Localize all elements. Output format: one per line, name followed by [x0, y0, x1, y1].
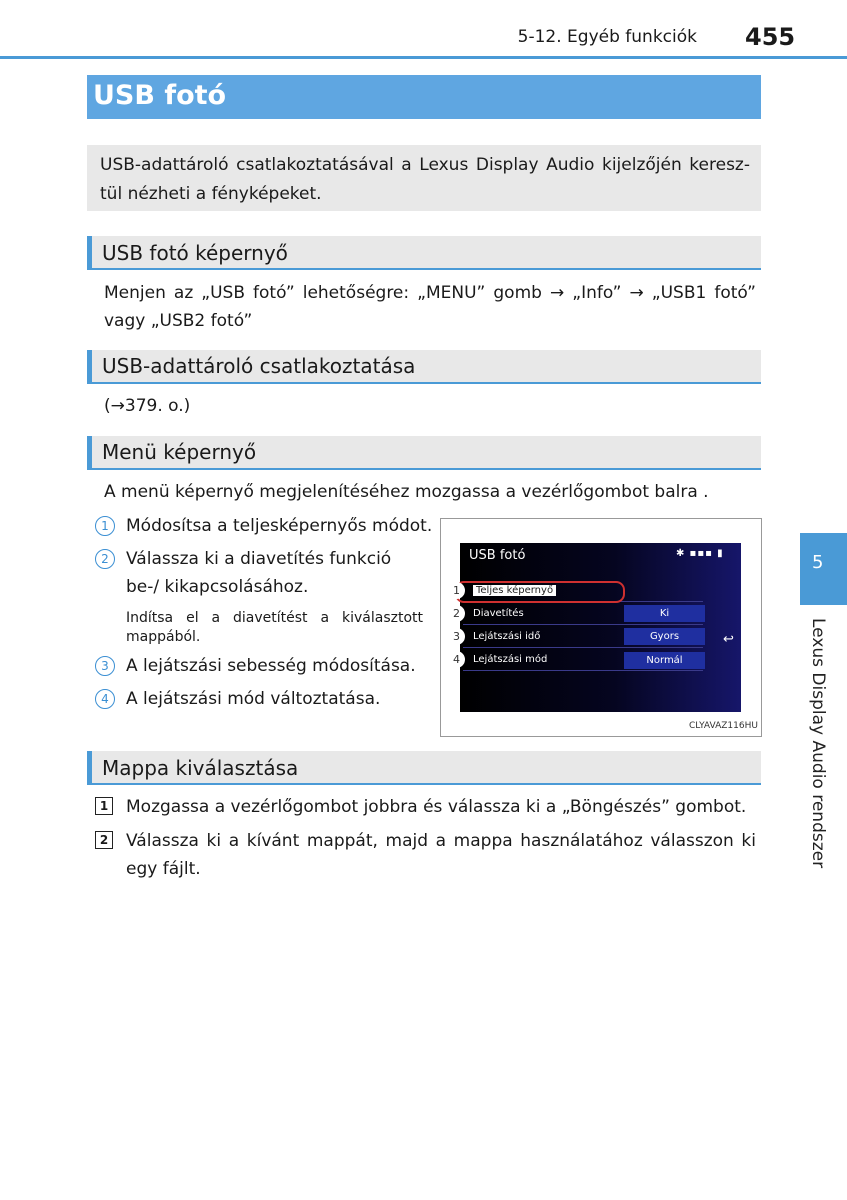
intro-text: USB-adattároló csatlakoztatásával a Lexus Display Audio kijelzőjén keresz-tül nézheti a fényképeket. [100, 155, 750, 204]
image-code: CLYAVAZ116HU [689, 721, 758, 731]
screen-row-label: Diavetítés [473, 608, 524, 619]
page-reference: (→379. o.) [104, 396, 191, 416]
list-item: A lejátszási sebesség módosítása. [126, 656, 416, 676]
list-item: Módosítsa a teljesképernyős módot. [126, 516, 433, 536]
playback-mode-value[interactable]: Normál [624, 652, 705, 669]
chapter-tab [800, 533, 847, 605]
step-text: Válassza ki a kívánt mappát, majd a mappa használatához válasszon ki egy fájlt. [126, 831, 756, 879]
screen-row-label: Lejátszási mód [473, 654, 548, 665]
full-screen-button[interactable] [455, 581, 625, 603]
section-text: Menjen az „USB fotó” lehetőségre: „MENU” gomb → „Info” → „USB1 fotó” vagy „USB2 fotó” [104, 283, 756, 331]
circled-number: 4 [95, 689, 115, 709]
screen-row-label: Teljes képernyő [473, 585, 556, 596]
callout-number: 2 [448, 605, 465, 622]
playback-time-value[interactable]: Gyors [624, 628, 705, 645]
circled-number: 1 [95, 516, 115, 536]
list-item: A lejátszási mód változtatása. [126, 689, 381, 709]
section-accent-bar [87, 350, 92, 382]
section-title: Menü képernyő [102, 440, 257, 464]
section-title: USB-adattároló csatlakoztatása [102, 354, 416, 378]
list-item-note: Indítsa el a diavetítést a kiválasztott mappából. [126, 610, 423, 645]
screen-title: USB fotó [469, 548, 526, 563]
section-accent-bar [87, 436, 92, 468]
section-text: A menü képernyő megjelenítéséhez mozgassa a vezérlőgombot balra . [104, 482, 709, 502]
section-title: USB fotó képernyő [102, 241, 288, 265]
step-number: 1 [95, 797, 113, 815]
callout-number: 4 [448, 651, 465, 668]
section-title: Mappa kiválasztása [102, 756, 299, 780]
section-accent-bar [87, 236, 92, 268]
header-divider [0, 56, 847, 59]
page-number: 455 [745, 23, 796, 51]
step-text: Mozgassa a vezérlőgombot jobbra és válassza ki a „Böngészés” gombot. [126, 797, 747, 817]
return-icon[interactable]: ↩ [723, 632, 734, 647]
page-title: USB fotó [93, 80, 227, 111]
chapter-tab-number: 5 [812, 552, 824, 573]
status-icons: ✱ ▪▪▪ ▮ [676, 548, 724, 559]
callout-number: 1 [448, 582, 465, 599]
step-number: 2 [95, 831, 113, 849]
circled-number: 2 [95, 549, 115, 569]
list-item: Válassza ki a diavetítés funkció be-/ kikapcsolásához. [126, 549, 392, 597]
chapter-tab-label: Lexus Display Audio rendszer [808, 618, 828, 869]
circled-number: 3 [95, 656, 115, 676]
screen-row-label: Lejátszási idő [473, 631, 541, 642]
callout-number: 3 [448, 628, 465, 645]
section-accent-bar [87, 751, 92, 783]
slideshow-value[interactable]: Ki [624, 605, 705, 622]
chapter-title: 5-12. Egyéb funkciók [517, 27, 697, 47]
